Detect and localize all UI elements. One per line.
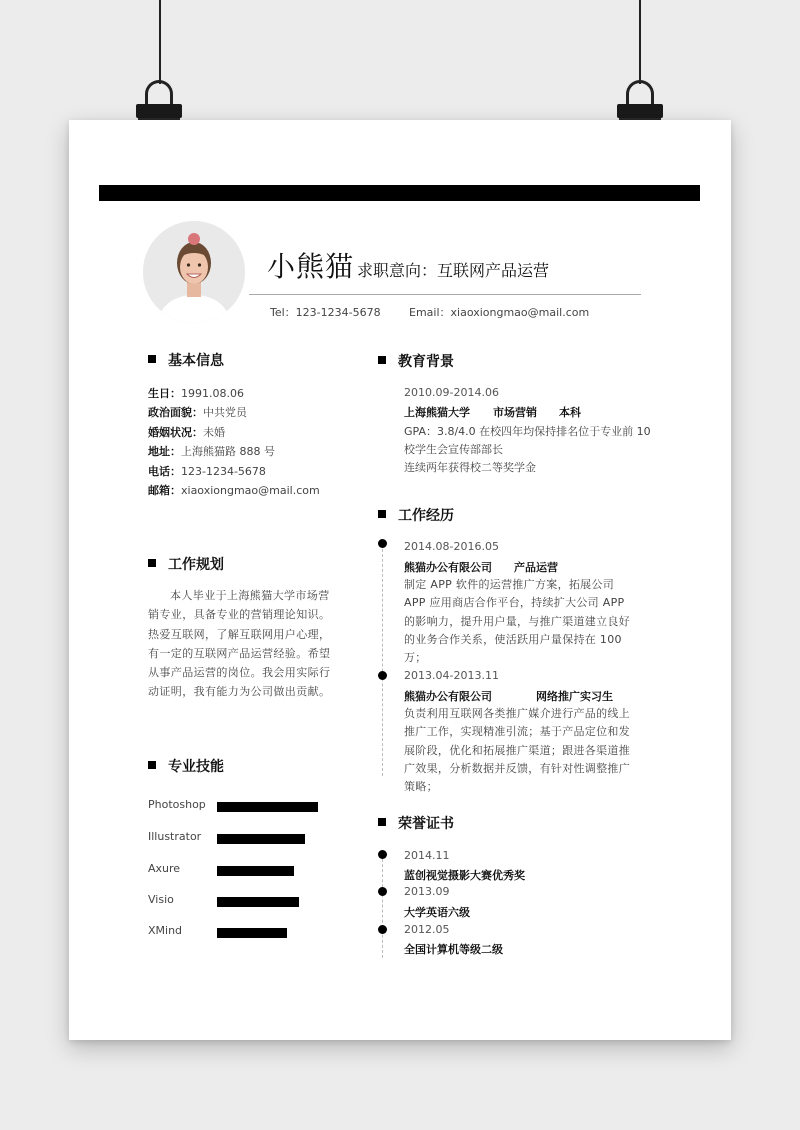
basic-info-list [148,384,320,500]
work-company: 熊猫办公有限公司 [404,690,492,703]
education-degree: 本科 [559,406,581,419]
honor-date: 2014.11 [404,849,450,862]
square-bullet-icon [148,559,156,567]
skill-bar [217,928,287,938]
info-row: 邮箱：xiaoxiongmao@mail.com [148,484,320,498]
square-bullet-icon [148,761,156,769]
education-detail: 校学生会宣传部部长 [404,443,503,456]
section-education: 教育背景 [378,351,454,371]
section-skills: 专业技能 [148,756,224,776]
work-timeline [382,544,383,776]
square-bullet-icon [378,510,386,518]
work-role: 网络推广实习生 [536,690,613,703]
square-bullet-icon [378,818,386,826]
section-honors: 荣誉证书 [378,813,454,833]
honor-date: 2013.09 [404,885,450,898]
section-work-plan: 工作规划 [148,554,224,574]
skill-bar [217,802,318,812]
education-school: 上海熊猫大学 [404,406,470,419]
education-major: 市场营销 [493,406,537,419]
hanging-wire-right [639,0,641,84]
honor-title: 大学英语六级 [404,906,470,919]
info-row: 生日：1991.08.06 [148,387,244,400]
section-work-experience: 工作经历 [378,505,454,525]
avatar [143,221,245,323]
education-period: 2010.09-2014.06 [404,386,499,399]
honors-timeline [382,854,383,958]
info-row: 地址：上海熊猫路 888 号 [148,445,275,459]
timeline-dot [378,850,387,859]
contact-email: Email：xiaoxiongmao@mail.com [409,306,590,319]
avatar-photo [143,221,245,323]
skill-name: Photoshop [148,798,206,811]
header-divider [249,294,641,295]
timeline-dot [378,671,387,680]
work-description: 负责利用互联网各类推广媒介进行产品的线上推广工作，实现精准引流；基于产品定位和发展阶段，优化和拓展推广渠道；跟进各渠道推广效果，分析数据并反馈，有针对性调整推广策略； [404,707,630,794]
education-detail: GPA：3.8/4.0 在校四年均保持排名位于专业前 10 [404,425,651,438]
info-row: 政治面貌：中共党员 [148,406,247,420]
work-company: 熊猫办公有限公司 [404,561,492,574]
honor-title: 蓝创视觉摄影大赛优秀奖 [404,869,525,882]
candidate-name: 小熊猫 [267,250,355,283]
honor-title: 全国计算机等级二级 [404,943,503,956]
skill-bar [217,834,305,844]
job-intent: 求职意向：互联网产品运营 [357,261,550,280]
skill-name: Illustrator [148,830,202,843]
square-bullet-icon [148,355,156,363]
section-basic-info: 基本信息 [148,350,224,370]
info-row: 婚姻状况：未婚 [148,425,225,439]
work-role: 产品运营 [514,561,558,574]
skill-bar [217,866,294,876]
work-plan-text: 本人毕业于上海熊猫大学市场营销专业，具备专业的营销理论知识。热爱互联网，了解互联网用户心理，有一定的互联网产品运营经验。希望从事产品运营的岗位。我会用实际行动证明，我有能力为公司做出贡献。 [148,589,331,699]
top-bar [99,185,700,201]
info-row: 电话：123-1234-5678 [148,464,266,478]
timeline-dot [378,539,387,548]
hanging-wire-left [159,0,161,84]
resume-page [69,120,731,1040]
skill-name: Axure [148,862,181,875]
honor-date: 2012.05 [404,923,450,936]
work-period: 2014.08-2016.05 [404,540,499,553]
education-detail: 连续两年获得校二等奖学金 [404,461,536,474]
skill-bar [217,897,299,907]
contact-tel: Tel：123-1234-5678 [270,306,381,319]
timeline-dot [378,925,387,934]
skill-name: XMind [148,924,183,937]
skill-name: Visio [148,893,174,906]
work-description: 制定 APP 软件的运营推广方案，拓展公司 APP 应用商店合作平台，持续扩大公司 APP 的影响力，提升用户量，与推广渠道建立良好的业务合作关系，使活跃用户量保持在 100 万； [404,578,630,665]
work-period: 2013.04-2013.11 [404,669,499,682]
square-bullet-icon [378,356,386,364]
timeline-dot [378,887,387,896]
